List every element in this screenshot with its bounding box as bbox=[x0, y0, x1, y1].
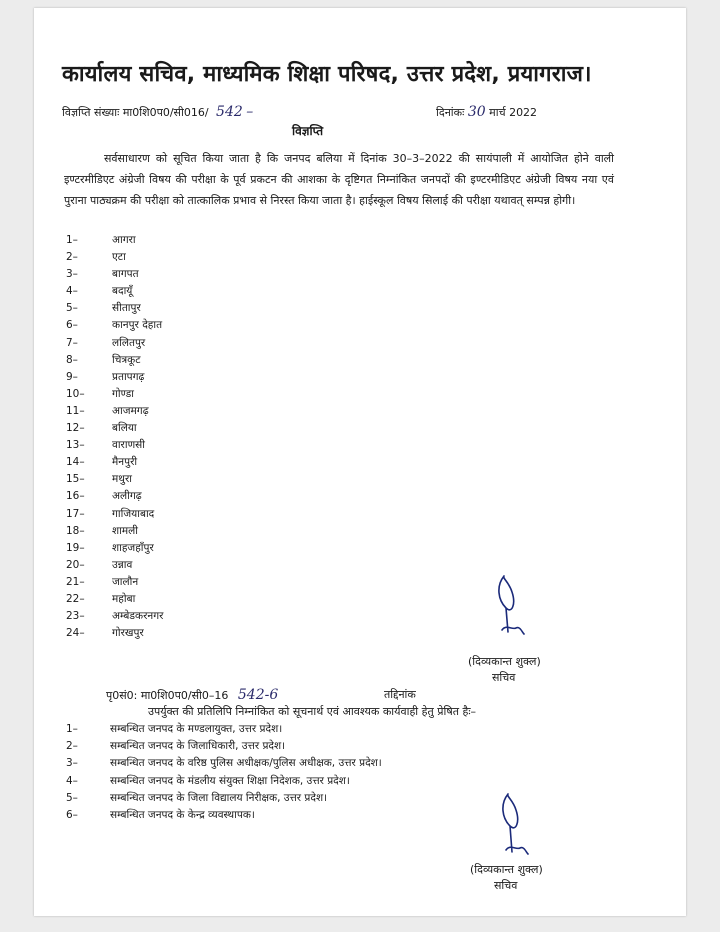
list-item: 13– वाराणसी bbox=[66, 439, 145, 452]
handwritten-dash: – bbox=[246, 104, 254, 120]
list-item: 2– सम्बन्धित जनपद के जिलाधिकारी, उत्तर प्रदेश। bbox=[66, 740, 286, 753]
list-item: 21– जालौन bbox=[66, 575, 139, 588]
notice-date bbox=[436, 104, 537, 120]
list-item: 9– प्रतापगढ़ bbox=[66, 370, 145, 383]
list-item: 5– सीतापुर bbox=[66, 302, 141, 315]
signatory-designation: सचिव bbox=[494, 879, 518, 892]
list-item: 18– शामली bbox=[66, 524, 138, 537]
list-item: 11– आजमगढ़ bbox=[66, 404, 149, 417]
list-item: 16– अलीगढ़ bbox=[66, 490, 142, 503]
list-item: 1– आगरा bbox=[66, 234, 136, 246]
office-heading: कार्यालय सचिव, माध्यमिक शिक्षा परिषद, उत्तर प्रदेश, प्रयागराज। bbox=[62, 62, 592, 87]
list-item: 6– सम्बन्धित जनपद के केन्द्र व्यवस्थापक। bbox=[66, 808, 255, 821]
list-item: 5– सम्बन्धित जनपद के जिला विद्यालय निरीक्षक, उत्तर प्रदेश। bbox=[66, 791, 328, 804]
list-item: 1– सम्बन्धित जनपद के मण्डलायुक्त, उत्तर प्रदेश। bbox=[66, 723, 283, 735]
notice-reference bbox=[62, 104, 253, 120]
handwritten-signature bbox=[490, 572, 530, 646]
notice-number-label: विज्ञप्ति संख्याः मा0शि0प0/सी016/ bbox=[62, 106, 209, 119]
notice-title: विज्ञप्ति bbox=[292, 124, 324, 138]
list-item: 15– मथुरा bbox=[66, 473, 133, 486]
district-list bbox=[66, 232, 163, 642]
signatory-name: (दिव्यकान्त शुक्ल) bbox=[470, 863, 543, 876]
handwritten-signature bbox=[494, 790, 534, 864]
list-item: 6– कानपुर देहात bbox=[66, 319, 163, 332]
list-item: 2– एटा bbox=[66, 251, 126, 264]
list-item: 14– मैनपुरी bbox=[66, 456, 138, 469]
list-item: 17– गाजियाबाद bbox=[66, 507, 155, 520]
list-item: 23– अम्बेडकरनगर bbox=[66, 610, 164, 623]
notice-body bbox=[64, 148, 614, 211]
date-label: दिनांकः bbox=[436, 106, 465, 119]
list-item: 3– बागपत bbox=[66, 268, 139, 281]
endorsement-reference bbox=[106, 687, 278, 703]
list-item: 12– बलिया bbox=[66, 422, 137, 435]
endorsement-ref-label: पृ0सं0: मा0शि0प0/सी0–16 bbox=[106, 689, 229, 702]
date-day-handwritten: 30 bbox=[467, 104, 486, 120]
list-item: 7– ललितपुर bbox=[66, 336, 146, 349]
notice-body-text: सर्वसाधारण को सूचित किया जाता है कि जनपद बलिया में दिनांक 30–3–2022 की सायंपाली में आयोजित होने वाली इण्टरमीडिएट अंग्रेजी विषय की परीक्षा के पूर्व प्रकटन की आशका के दृष्टिगत निम्नांकित जनपदों की इण्टरमीडिएट अंग्रेजी विषय नया एवं पुराना पाठ्यक्रम की परीक्षा को तात्कालिक प्रभाव से निरस्त किया जाता है। हाईस्कूल विषय सिलाई की परीक्षा यथावत् सम्पन्न होगी। bbox=[64, 152, 614, 207]
list-item: 19– शाहजहाँपुर bbox=[66, 541, 154, 554]
notice-number-handwritten: 542 bbox=[216, 104, 243, 120]
list-item: 24– गोरखपुर bbox=[66, 627, 144, 640]
list-item: 8– चित्रकूट bbox=[66, 353, 141, 366]
list-item: 10– गोण्डा bbox=[66, 387, 134, 400]
list-item: 20– उन्नाव bbox=[66, 558, 133, 571]
list-item: 4– सम्बन्धित जनपद के मंडलीय संयुक्त शिक्षा निदेशक, उत्तर प्रदेश। bbox=[66, 774, 350, 787]
endorsement-ref-handwritten: 542-6 bbox=[237, 687, 279, 703]
signatory-name: (दिव्यकान्त शुक्ल) bbox=[468, 655, 541, 668]
endorsement-date: तद्दिनांक bbox=[384, 688, 416, 701]
copy-recipients-list bbox=[66, 721, 382, 824]
endorsement-intro: उपर्युक्त की प्रतिलिपि निम्नांकित को सूचनार्थ एवं आवश्यक कार्यवाही हेतु प्रेषित हैः– bbox=[148, 705, 477, 718]
list-item: 3– सम्बन्धित जनपद के वरिष्ठ पुलिस अधीक्षक/पुलिस अधीक्षक, उत्तर प्रदेश। bbox=[66, 757, 382, 770]
list-item: 4– बदायूँ bbox=[66, 285, 133, 298]
signatory-designation: सचिव bbox=[492, 671, 516, 684]
list-item: 22– महोबा bbox=[66, 592, 136, 605]
date-month-year: मार्च 2022 bbox=[489, 106, 538, 119]
